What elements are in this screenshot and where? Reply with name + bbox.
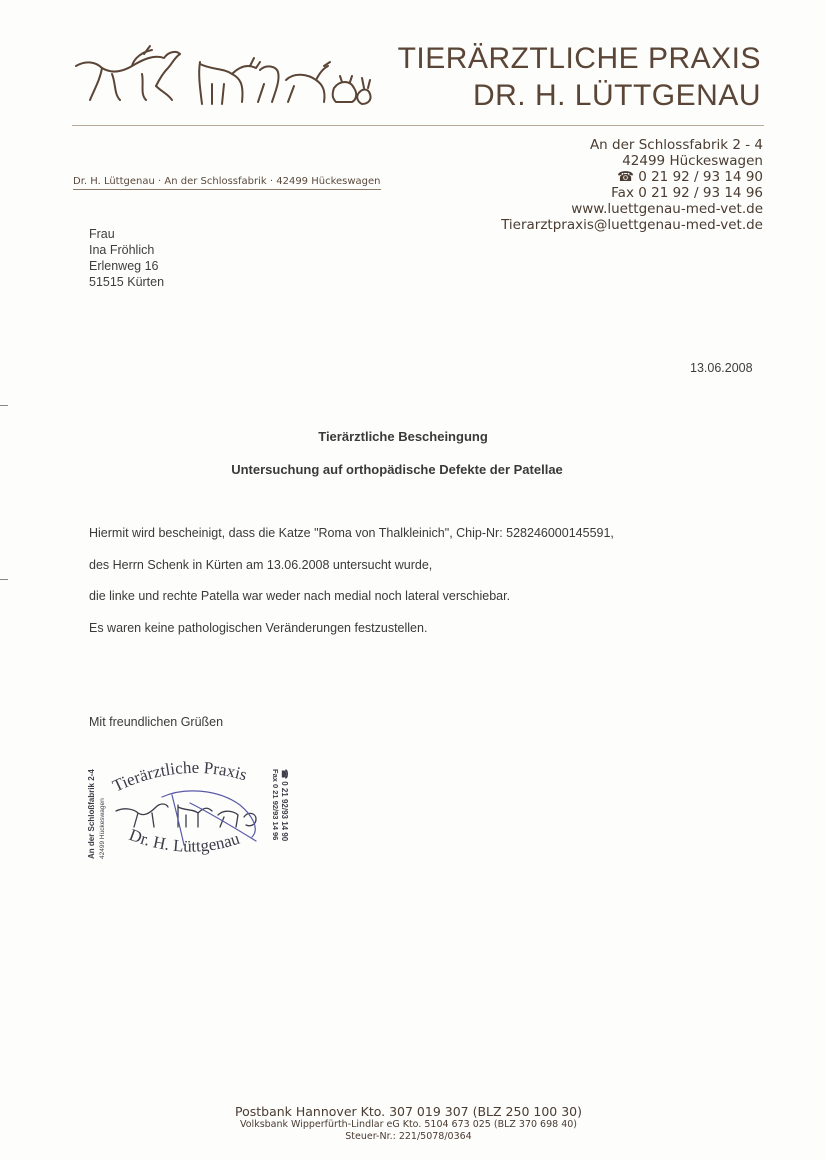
recipient-address — [89, 226, 164, 290]
body-line-2: des Herrn Schenk in Kürten am 13.06.2008 untersucht wurde, — [89, 558, 433, 572]
body-line-3: die linke und rechte Patella war weder nach medial noch lateral verschiebar. — [89, 589, 511, 603]
contact-email: Tierarztpraxis@luettgenau-med-vet.de — [501, 217, 763, 233]
punch-mark — [0, 579, 8, 580]
letter-date: 13.06.2008 — [690, 361, 753, 375]
contact-street: An der Schlossfabrik 2 - 4 — [589, 137, 763, 153]
stamp-animals-icon — [116, 804, 256, 827]
stamp-top-text: Tierärztliche Praxis — [109, 757, 250, 796]
fold-mark — [0, 405, 8, 406]
practice-stamp — [80, 755, 300, 875]
practice-title-line2: DR. H. LÜTTGENAU — [472, 79, 761, 112]
stamp-left-line2: 42499 Hückeswagen — [99, 798, 106, 859]
recipient-street: Erlenweg 16 — [89, 259, 159, 273]
document-title: Tierärztliche Bescheingung — [318, 429, 488, 444]
contact-block — [501, 137, 763, 233]
contact-city: 42499 Hückeswagen — [622, 153, 763, 169]
stamp-bottom-text: Dr. H. Lüttgenau — [126, 825, 242, 856]
contact-fax: Fax 0 21 92 / 93 14 96 — [611, 185, 763, 201]
bank-footer — [0, 1104, 817, 1143]
header-divider — [72, 125, 764, 126]
stamp-right-line1: ☎ 0 21 92/93 14 90 — [280, 769, 289, 842]
stamp-right-line2: Fax 0 21 92/93 14 96 — [271, 769, 280, 841]
footer-tax-number: Steuer-Nr.: 221/5078/0364 — [345, 1131, 472, 1142]
body-line-4: Es waren keine pathologischen Veränderungen festzustellen. — [89, 621, 428, 635]
footer-bank-line2: Volksbank Wipperfürth-Lindlar eG Kto. 5104 673 025 (BLZ 370 698 40) — [239, 1119, 578, 1130]
footer-bank-line1: Postbank Hannover Kto. 307 019 307 (BLZ 250 100 30) — [234, 1104, 582, 1119]
practice-title — [398, 40, 761, 114]
recipient-salutation: Frau — [89, 227, 115, 241]
closing-greeting: Mit freundlichen Grüßen — [89, 715, 224, 729]
sender-return-line: Dr. H. Lüttgenau · An der Schlossfabrik · 42499 Hückeswagen — [73, 176, 381, 190]
contact-phone: ☎ 0 21 92 / 93 14 90 — [617, 169, 763, 185]
contact-web: www.luettgenau-med-vet.de — [571, 201, 763, 217]
practice-title-line1: TIERÄRZTLICHE PRAXIS — [397, 42, 761, 75]
recipient-city: 51515 Kürten — [89, 275, 165, 289]
stamp-left-line1: An der Schloßfabrik 2-4 — [87, 769, 96, 859]
recipient-name: Ina Fröhlich — [89, 243, 155, 257]
document-subtitle: Untersuchung auf orthopädische Defekte der Patellae — [231, 462, 563, 477]
body-line-1: Hiermit wird bescheinigt, dass die Katze "Roma von Thalkleinich", Chip-Nr: 528246000145591, — [89, 526, 614, 540]
animal-silhouettes-logo — [72, 44, 372, 114]
